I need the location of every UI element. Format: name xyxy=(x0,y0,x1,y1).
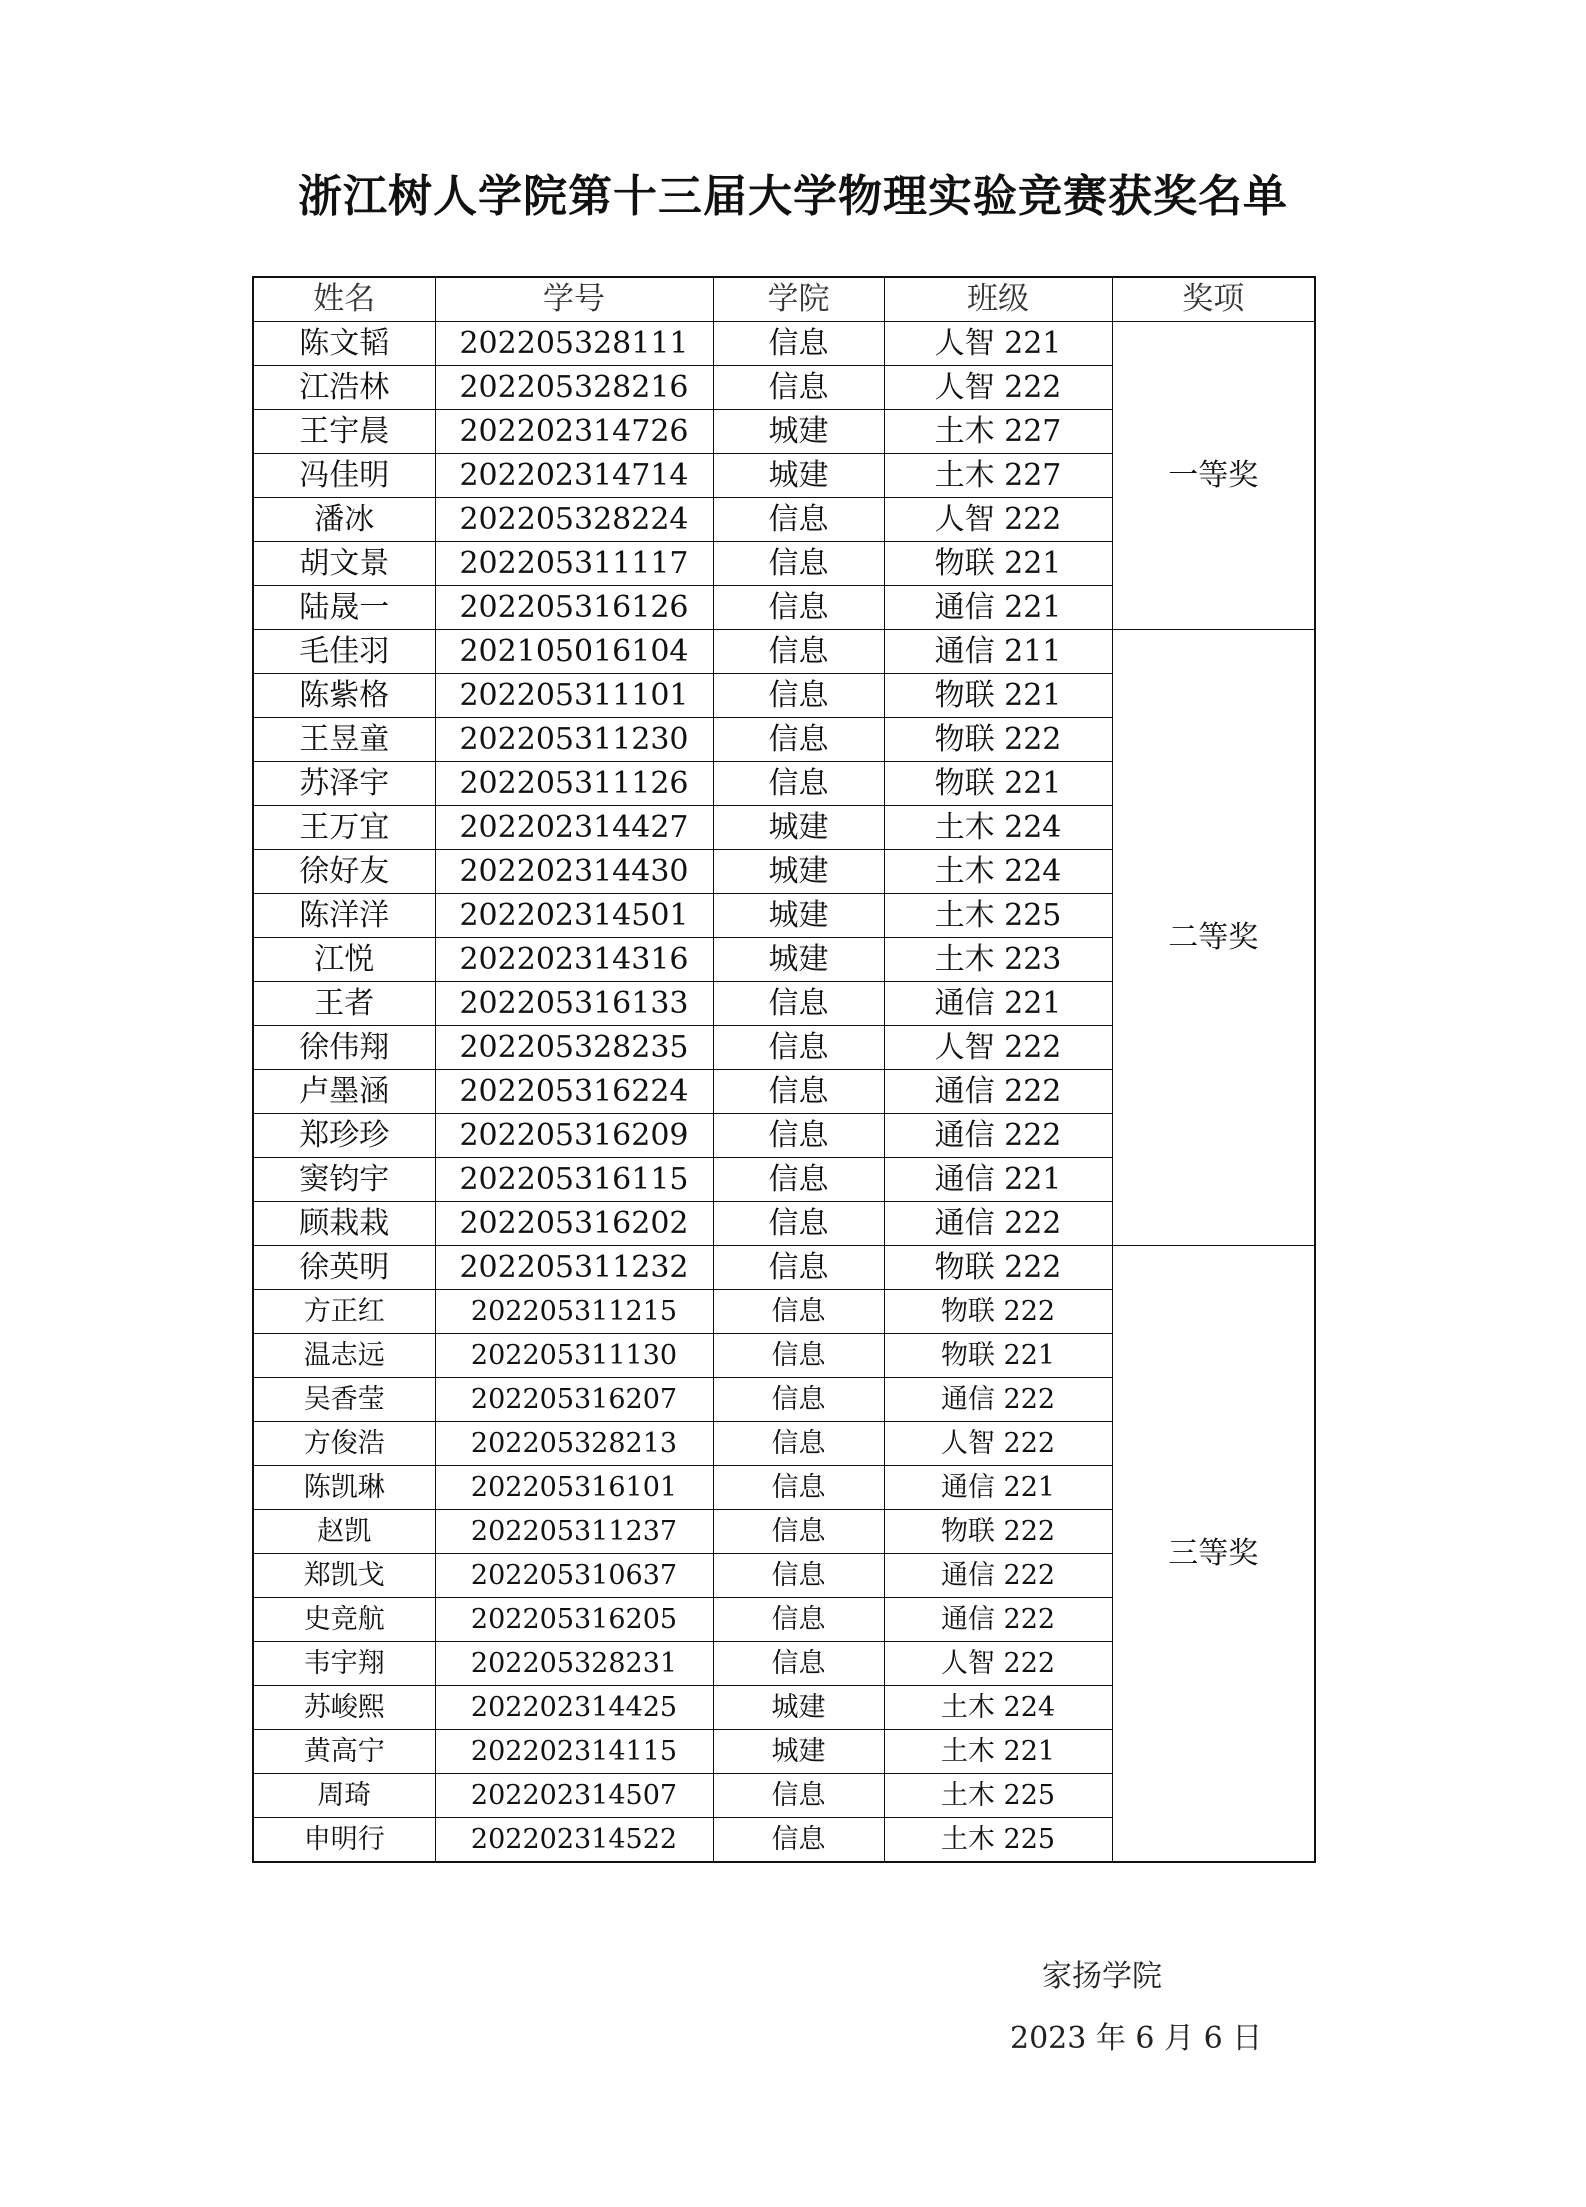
cell-college: 信息 xyxy=(713,1378,884,1422)
cell-college: 城建 xyxy=(713,938,884,982)
col-header-college: 学院 xyxy=(713,277,884,322)
cell-college: 信息 xyxy=(713,1334,884,1378)
cell-name: 陈凯琳 xyxy=(253,1466,435,1510)
cell-class: 通信 222 xyxy=(884,1070,1112,1114)
cell-name: 温志远 xyxy=(253,1334,435,1378)
cell-class: 人智 221 xyxy=(884,322,1112,366)
cell-name: 申明行 xyxy=(253,1818,435,1863)
cell-student-id: 202202314501 xyxy=(435,894,713,938)
cell-name: 赵凯 xyxy=(253,1510,435,1554)
cell-college: 信息 xyxy=(713,1598,884,1642)
cell-class: 通信 222 xyxy=(884,1202,1112,1246)
cell-college: 城建 xyxy=(713,806,884,850)
cell-college: 城建 xyxy=(713,1730,884,1774)
cell-student-id: 202205311232 xyxy=(435,1246,713,1290)
prize-cell: 三等奖 xyxy=(1112,1246,1315,1863)
cell-college: 信息 xyxy=(713,1158,884,1202)
cell-student-id: 202205316101 xyxy=(435,1466,713,1510)
cell-college: 信息 xyxy=(713,1290,884,1334)
cell-class: 通信 221 xyxy=(884,982,1112,1026)
cell-student-id: 202205316202 xyxy=(435,1202,713,1246)
cell-college: 信息 xyxy=(713,982,884,1026)
cell-student-id: 202202314430 xyxy=(435,850,713,894)
cell-student-id: 202205316205 xyxy=(435,1598,713,1642)
cell-name: 黄高宁 xyxy=(253,1730,435,1774)
cell-class: 土木 225 xyxy=(884,1774,1112,1818)
cell-class: 通信 221 xyxy=(884,1466,1112,1510)
cell-college: 信息 xyxy=(713,1466,884,1510)
cell-name: 王宇晨 xyxy=(253,410,435,454)
cell-student-id: 202205328213 xyxy=(435,1422,713,1466)
cell-class: 土木 227 xyxy=(884,454,1112,498)
awards-body xyxy=(253,322,1315,1863)
cell-college: 信息 xyxy=(713,542,884,586)
signature-org: 家扬学院 xyxy=(1042,1959,1162,1994)
cell-class: 人智 222 xyxy=(884,1422,1112,1466)
cell-college: 信息 xyxy=(713,1202,884,1246)
cell-name: 方俊浩 xyxy=(253,1422,435,1466)
cell-class: 物联 222 xyxy=(884,1290,1112,1334)
cell-student-id: 202202314522 xyxy=(435,1818,713,1863)
cell-class: 物联 221 xyxy=(884,542,1112,586)
cell-name: 方正红 xyxy=(253,1290,435,1334)
cell-name: 周琦 xyxy=(253,1774,435,1818)
cell-student-id: 202205310637 xyxy=(435,1554,713,1598)
cell-student-id: 202105016104 xyxy=(435,630,713,674)
cell-name: 胡文景 xyxy=(253,542,435,586)
cell-class: 通信 221 xyxy=(884,586,1112,630)
cell-college: 信息 xyxy=(713,762,884,806)
cell-student-id: 202205311126 xyxy=(435,762,713,806)
col-header-student-id: 学号 xyxy=(435,277,713,322)
cell-name: 卢墨涵 xyxy=(253,1070,435,1114)
cell-student-id: 202205316133 xyxy=(435,982,713,1026)
cell-college: 信息 xyxy=(713,1642,884,1686)
cell-college: 城建 xyxy=(713,1686,884,1730)
cell-college: 信息 xyxy=(713,1774,884,1818)
cell-college: 城建 xyxy=(713,410,884,454)
cell-college: 信息 xyxy=(713,718,884,762)
cell-name: 陈洋洋 xyxy=(253,894,435,938)
col-header-prize: 奖项 xyxy=(1112,277,1315,322)
cell-student-id: 202205316209 xyxy=(435,1114,713,1158)
cell-student-id: 202205328235 xyxy=(435,1026,713,1070)
cell-college: 信息 xyxy=(713,1554,884,1598)
cell-class: 土木 224 xyxy=(884,806,1112,850)
cell-class: 物联 221 xyxy=(884,674,1112,718)
cell-student-id: 202205316115 xyxy=(435,1158,713,1202)
awards-table xyxy=(252,276,1316,1863)
cell-name: 王万宜 xyxy=(253,806,435,850)
cell-college: 信息 xyxy=(713,1114,884,1158)
cell-name: 冯佳明 xyxy=(253,454,435,498)
cell-class: 人智 222 xyxy=(884,1026,1112,1070)
cell-student-id: 202205311230 xyxy=(435,718,713,762)
page-title: 浙江树人学院第十三届大学物理实验竞赛获奖名单 xyxy=(298,171,1288,222)
cell-class: 土木 224 xyxy=(884,850,1112,894)
cell-name: 陈紫格 xyxy=(253,674,435,718)
cell-college: 信息 xyxy=(713,1246,884,1290)
cell-student-id: 202202314507 xyxy=(435,1774,713,1818)
cell-name: 窦钧宇 xyxy=(253,1158,435,1202)
cell-class: 通信 222 xyxy=(884,1114,1112,1158)
cell-name: 江浩林 xyxy=(253,366,435,410)
cell-college: 城建 xyxy=(713,894,884,938)
header-row xyxy=(253,277,1315,322)
cell-college: 信息 xyxy=(713,1026,884,1070)
cell-college: 信息 xyxy=(713,322,884,366)
prize-cell: 一等奖 xyxy=(1112,322,1315,630)
cell-class: 物联 222 xyxy=(884,1510,1112,1554)
cell-student-id: 202205316126 xyxy=(435,586,713,630)
cell-student-id: 202205316207 xyxy=(435,1378,713,1422)
cell-name: 江悦 xyxy=(253,938,435,982)
cell-name: 王者 xyxy=(253,982,435,1026)
cell-name: 韦宇翔 xyxy=(253,1642,435,1686)
cell-student-id: 202202314427 xyxy=(435,806,713,850)
cell-college: 信息 xyxy=(713,1070,884,1114)
cell-name: 吴香莹 xyxy=(253,1378,435,1422)
cell-student-id: 202202314115 xyxy=(435,1730,713,1774)
cell-student-id: 202205328111 xyxy=(435,322,713,366)
prize-cell: 二等奖 xyxy=(1112,630,1315,1246)
cell-student-id: 202205311215 xyxy=(435,1290,713,1334)
cell-name: 史竞航 xyxy=(253,1598,435,1642)
cell-class: 通信 222 xyxy=(884,1598,1112,1642)
cell-class: 通信 211 xyxy=(884,630,1112,674)
cell-class: 通信 221 xyxy=(884,1158,1112,1202)
cell-name: 顾栽栽 xyxy=(253,1202,435,1246)
cell-college: 信息 xyxy=(713,1510,884,1554)
cell-college: 信息 xyxy=(713,366,884,410)
table-row xyxy=(253,630,1315,674)
cell-name: 陈文韬 xyxy=(253,322,435,366)
cell-class: 通信 222 xyxy=(884,1554,1112,1598)
cell-class: 土木 227 xyxy=(884,410,1112,454)
cell-student-id: 202205328224 xyxy=(435,498,713,542)
cell-student-id: 202205328216 xyxy=(435,366,713,410)
cell-name: 徐伟翔 xyxy=(253,1026,435,1070)
cell-student-id: 202205328231 xyxy=(435,1642,713,1686)
col-header-class: 班级 xyxy=(884,277,1112,322)
cell-college: 信息 xyxy=(713,630,884,674)
cell-name: 苏泽宇 xyxy=(253,762,435,806)
cell-college: 信息 xyxy=(713,498,884,542)
cell-college: 城建 xyxy=(713,850,884,894)
cell-college: 信息 xyxy=(713,1818,884,1863)
cell-student-id: 202205311237 xyxy=(435,1510,713,1554)
cell-class: 通信 222 xyxy=(884,1378,1112,1422)
cell-class: 土木 224 xyxy=(884,1686,1112,1730)
cell-student-id: 202202314726 xyxy=(435,410,713,454)
cell-name: 潘冰 xyxy=(253,498,435,542)
cell-name: 郑珍珍 xyxy=(253,1114,435,1158)
cell-college: 信息 xyxy=(713,586,884,630)
cell-class: 物联 222 xyxy=(884,718,1112,762)
cell-class: 土木 225 xyxy=(884,894,1112,938)
cell-class: 物联 222 xyxy=(884,1246,1112,1290)
cell-student-id: 202205311117 xyxy=(435,542,713,586)
signature-date: 2023 年 6 月 6 日 xyxy=(1010,2021,1263,2056)
cell-class: 物联 221 xyxy=(884,762,1112,806)
cell-student-id: 202202314714 xyxy=(435,454,713,498)
cell-college: 城建 xyxy=(713,454,884,498)
cell-college: 信息 xyxy=(713,674,884,718)
cell-student-id: 202205316224 xyxy=(435,1070,713,1114)
cell-class: 人智 222 xyxy=(884,498,1112,542)
cell-class: 土木 225 xyxy=(884,1818,1112,1863)
cell-name: 徐好友 xyxy=(253,850,435,894)
cell-student-id: 202205311130 xyxy=(435,1334,713,1378)
cell-name: 陆晟一 xyxy=(253,586,435,630)
cell-college: 信息 xyxy=(713,1422,884,1466)
cell-class: 物联 221 xyxy=(884,1334,1112,1378)
table-row xyxy=(253,1246,1315,1290)
cell-name: 徐英明 xyxy=(253,1246,435,1290)
cell-class: 土木 223 xyxy=(884,938,1112,982)
cell-class: 人智 222 xyxy=(884,366,1112,410)
cell-student-id: 202205311101 xyxy=(435,674,713,718)
cell-student-id: 202202314316 xyxy=(435,938,713,982)
cell-name: 苏峻熙 xyxy=(253,1686,435,1730)
col-header-name: 姓名 xyxy=(253,277,435,322)
cell-class: 人智 222 xyxy=(884,1642,1112,1686)
cell-student-id: 202202314425 xyxy=(435,1686,713,1730)
cell-name: 毛佳羽 xyxy=(253,630,435,674)
cell-name: 王昱童 xyxy=(253,718,435,762)
table-row xyxy=(253,322,1315,366)
cell-class: 土木 221 xyxy=(884,1730,1112,1774)
cell-name: 郑凯戈 xyxy=(253,1554,435,1598)
